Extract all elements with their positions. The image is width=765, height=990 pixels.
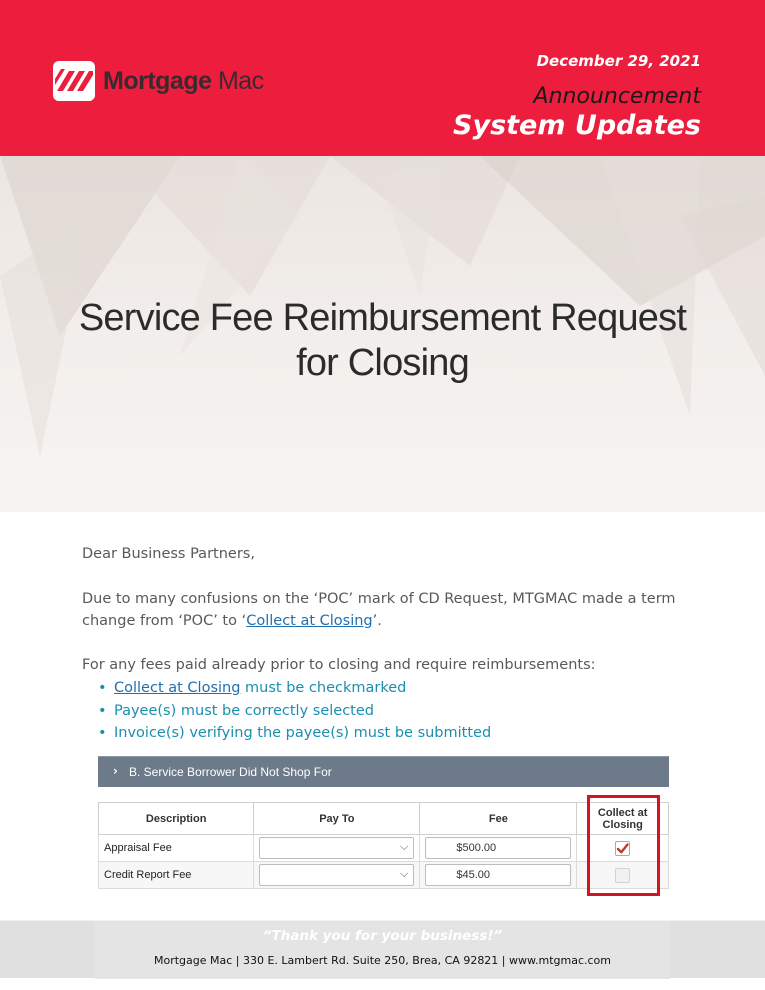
term-change-paragraph <box>82 588 682 632</box>
brand-name <box>103 67 264 96</box>
hero-title-line-2: for Closing <box>296 342 469 384</box>
fee-cell <box>420 862 577 889</box>
pay-to-cell <box>254 862 420 889</box>
col-fee-header: Fee <box>420 803 577 835</box>
table-row <box>99 862 669 889</box>
footer-thanks: “Thank you for your business!” <box>262 928 503 944</box>
footer-address: Mortgage Mac | 330 E. Lambert Rd. Suite 250, Brea, CA 92821 | www.mtgmac.com <box>153 954 611 967</box>
fee-description: Appraisal Fee <box>99 835 254 862</box>
checkmark-icon <box>615 841 630 856</box>
collect-at-closing-bullet-link[interactable]: Collect at Closing <box>114 680 241 696</box>
mortgage-mac-logo <box>53 61 264 101</box>
col-description-header: Description <box>99 803 254 835</box>
collect-at-closing-checkbox[interactable] <box>615 868 630 883</box>
collect-header-line-1: Collect at <box>597 806 648 819</box>
list-item: • Invoice(s) verifying the payee(s) must be submitted <box>98 722 491 745</box>
brand-name-bold: Mortgage <box>103 66 212 95</box>
term-change-text: Due to many confusions on the ‘POC’ mark of CD Request, MTGMAC made a term change from ‘POC’ to ‘ <box>82 591 676 629</box>
table-header-row <box>99 803 669 835</box>
collect-cell <box>577 835 669 862</box>
brand-name-light: Mac <box>211 66 264 95</box>
list-item: • Payee(s) must be correctly selected <box>98 700 491 723</box>
fee-input[interactable]: $500.00 <box>425 837 571 859</box>
chevron-down-icon: ⌵ <box>400 868 409 880</box>
col-collect-header <box>577 803 669 835</box>
pay-to-select[interactable] <box>259 837 414 859</box>
greeting: Dear Business Partners, <box>82 546 255 562</box>
collect-cell <box>577 862 669 889</box>
announcement-label: Announcement <box>533 84 701 109</box>
chevron-right-icon[interactable]: › <box>113 764 118 778</box>
col-pay-to-header: Pay To <box>254 803 420 835</box>
collect-at-closing-checkbox[interactable] <box>615 841 630 856</box>
fee-input[interactable]: $45.00 <box>425 864 571 886</box>
pay-to-cell <box>254 835 420 862</box>
announcement-header <box>0 0 765 156</box>
collect-header-line-2: Closing <box>602 818 643 831</box>
bullet-1-text: must be checkmarked <box>240 680 407 696</box>
pay-to-select[interactable] <box>259 864 414 886</box>
footer <box>0 920 765 978</box>
hero-title <box>0 296 765 386</box>
logo-mark-icon <box>53 61 95 101</box>
fees-intro: For any fees paid already prior to closing and require reimbursements: <box>82 657 596 673</box>
list-item <box>98 677 491 700</box>
section-title: B. Service Borrower Did Not Shop For <box>129 765 332 779</box>
service-section-header[interactable] <box>98 756 669 787</box>
announcement-date: December 29, 2021 <box>536 52 701 70</box>
table-row <box>99 835 669 862</box>
term-change-end: ’. <box>372 613 382 629</box>
chevron-down-icon: ⌵ <box>400 841 409 853</box>
hero-title-line-1: Service Fee Reimbursement Request <box>78 297 687 339</box>
hero-banner <box>0 156 765 512</box>
requirements-list <box>98 677 491 745</box>
fee-cell <box>420 835 577 862</box>
fee-description: Credit Report Fee <box>99 862 254 889</box>
fee-table <box>98 802 669 889</box>
collect-at-closing-link[interactable]: Collect at Closing <box>246 613 373 629</box>
system-updates-label: System Updates <box>453 110 701 141</box>
